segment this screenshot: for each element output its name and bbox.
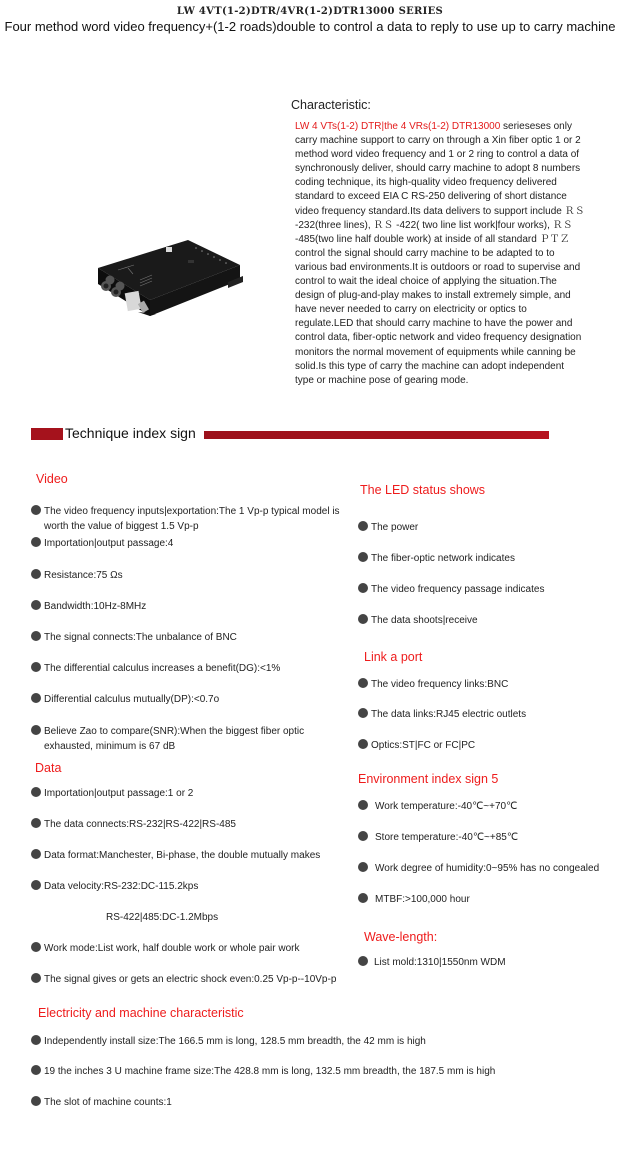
product-image [78, 220, 246, 320]
characteristic-body [295, 120, 585, 388]
electricity-item: The slot of machine counts:1 [31, 1095, 172, 1110]
bullet-icon [31, 537, 41, 547]
link-port-item: The video frequency links:BNC [358, 677, 508, 692]
video-item: Importation|output passage:4 [31, 536, 173, 551]
bullet-icon [31, 849, 41, 859]
led-status-item: The power [358, 520, 418, 535]
led-status-item: The fiber-optic network indicates [358, 551, 515, 566]
led-status-item: The data shoots|receive [358, 613, 478, 628]
data-velocity-extra: RS-422|485:DC-1.2Mbps [106, 912, 219, 923]
main-title: Four method word video frequency+(1-2 roads)double to control a data to reply to use up to carry machine [4, 19, 616, 34]
video-item: Bandwidth:10Hz-8MHz [31, 599, 146, 614]
video-item: Believe Zao to compare(SNR):When the biggest fiber optic exhausted, minimum is 67 dB [31, 724, 304, 754]
bullet-icon [31, 1065, 41, 1075]
technique-section-title: Technique index sign [65, 425, 196, 441]
bullet-icon [358, 893, 368, 903]
characteristic-model-highlight: LW 4 VTs(1-2) DTR|the 4 VRs(1-2) DTR13000 [295, 121, 501, 132]
environment-item: Store temperature:-40℃~+85℃ [358, 830, 518, 845]
environment-item: MTBF:>100,000 hour [358, 892, 470, 907]
bullet-icon [31, 693, 41, 703]
bullet-icon [358, 831, 368, 841]
section-bar-block [31, 428, 63, 440]
bullet-icon [31, 505, 41, 515]
bullet-icon [31, 1096, 41, 1106]
data-item: Data format:Manchester, Bi-phase, the double mutually makes [31, 848, 320, 863]
bullet-icon [31, 973, 41, 983]
electricity-item: Independently install size:The 166.5 mm is long, 128.5 mm breadth, the 42 mm is high [31, 1034, 426, 1049]
link-port-item: Optics:ST|FC or FC|PC [358, 738, 475, 753]
electricity-heading: Electricity and machine characteristic [38, 1006, 244, 1020]
data-heading: Data [35, 761, 62, 775]
bullet-icon [31, 600, 41, 610]
bullet-icon [31, 1035, 41, 1045]
data-item: The signal gives or gets an electric shock even:0.25 Vp-p--10Vp-p [31, 972, 336, 987]
link-port-heading: Link a port [364, 650, 423, 664]
data-item: Importation|output passage:1 or 2 [31, 786, 193, 801]
bullet-icon [358, 614, 368, 624]
environment-item: Work degree of humidity:0~95% has no congealed [358, 861, 599, 876]
bullet-icon [358, 583, 368, 593]
led-status-item: The video frequency passage indicates [358, 582, 544, 597]
technique-section-header [31, 427, 551, 441]
data-item: Work mode:List work, half double work or whole pair work [31, 941, 299, 956]
video-item: Resistance:75 Ωs [31, 568, 123, 583]
bullet-icon [31, 942, 41, 952]
wavelength-item: List mold:1310|1550nm WDM [358, 955, 506, 970]
electricity-item: 19 the inches 3 U machine frame size:The 428.8 mm is long, 132.5 mm breadth, the 187.5 mm is high [31, 1064, 495, 1079]
bullet-icon [358, 862, 368, 872]
bullet-icon [31, 725, 41, 735]
characteristic-heading: Characteristic: [291, 98, 371, 112]
transceiver-device-icon [98, 240, 243, 316]
bullet-icon [31, 880, 41, 890]
bullet-icon [358, 956, 368, 966]
bullet-icon [31, 787, 41, 797]
video-item: The video frequency inputs|exportation:The 1 Vp-p typical model is worth the value of biggest 1.5 Vp-p [31, 504, 340, 534]
bullet-icon [358, 552, 368, 562]
series-title: LW 4VT(1-2)DTR/4VR(1-2)DTR13000 SERIES [176, 6, 444, 17]
led-status-heading: The LED status shows [360, 483, 486, 497]
bullet-icon [31, 631, 41, 641]
link-port-item: The data links:RJ45 electric outlets [358, 707, 526, 722]
bullet-icon [31, 569, 41, 579]
environment-item: Work temperature:-40℃~+70℃ [358, 799, 517, 814]
section-bar-line [204, 431, 549, 439]
bullet-icon [358, 800, 368, 810]
video-item: Differential calculus mutually(DP):<0.7o [31, 692, 219, 707]
video-item: The differential calculus increases a benefit(DG):<1% [31, 661, 280, 676]
wavelength-heading: Wave-length: [364, 930, 438, 944]
environment-heading: Environment index sign 5 [358, 772, 499, 786]
video-item: The signal connects:The unbalance of BNC [31, 630, 237, 645]
characteristic-text: serieseses only carry machine support to carry on through a Xin fiber optic 1 or 2 method word video frequency and 1 or 2 ring to control a data of synchronously deliver, should carry machine to adopt 8 numbers coding technique, its high-quality video frequency delivered standard to exceed EIA C RS-250 delivering of short distance video frequency standard.Its data delivers to support include ＲＳ -232(three lines), ＲＳ -422( two line list work|four works), ＲＳ -485(two line half double work) at inside of all standard ＰＴＺ control the signal should carry machine to be adapted to to various bad environments.It is outdoors or road to supervise and control to wait the ideal choice of applying the situation.The design of plug-and-play makes to install extremely simple, and have never needed to carry on electricity or optics to regulate.LED that should carry machine to have the power and control data, fiber-optic network and video frequency designation monitors the normal movement of equipments while canning be solid.Is this type of carry the machine can adopt independent type or machine pose of gearing mode. [295, 121, 585, 386]
video-heading: Video [36, 472, 68, 486]
data-item: Data velocity:RS-232:DC-115.2kps [31, 879, 198, 894]
bullet-icon [358, 708, 368, 718]
bullet-icon [358, 678, 368, 688]
bullet-icon [31, 662, 41, 672]
bullet-icon [31, 818, 41, 828]
bullet-icon [358, 739, 368, 749]
bullet-icon [358, 521, 368, 531]
data-item: The data connects:RS-232|RS-422|RS-485 [31, 817, 236, 832]
